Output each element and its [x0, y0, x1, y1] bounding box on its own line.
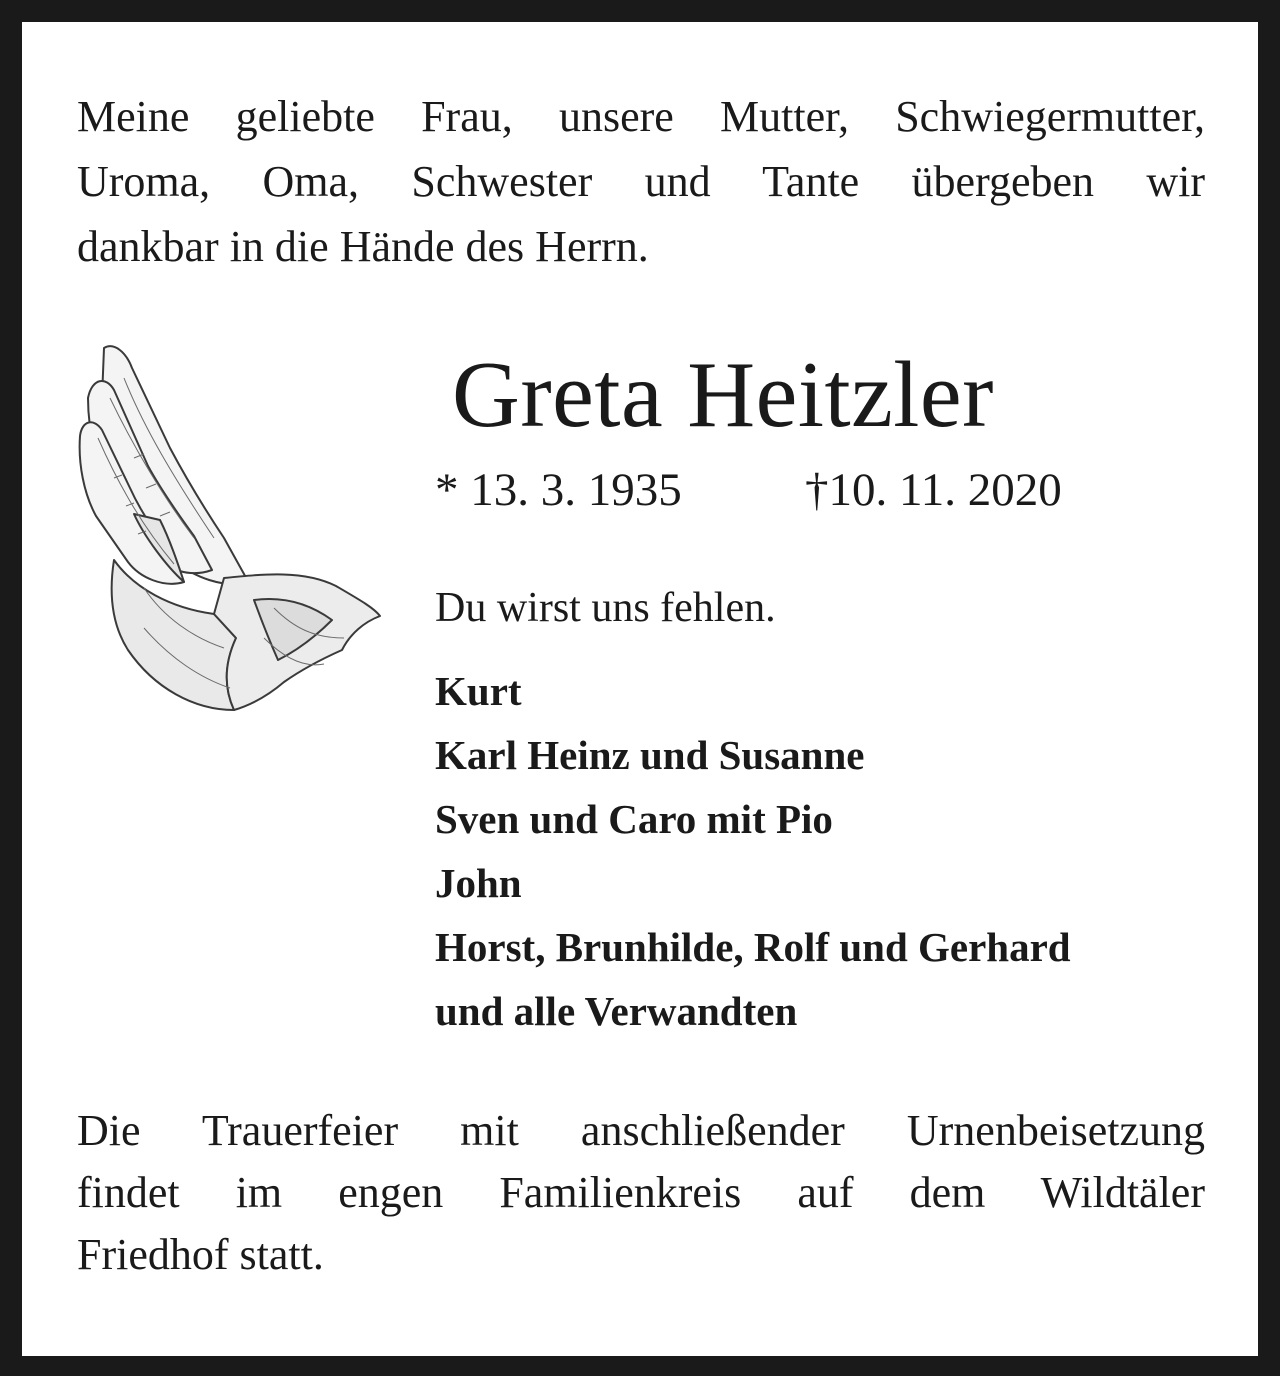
deceased-name: Greta Heitzler — [452, 343, 994, 447]
birth-symbol: * — [435, 464, 459, 516]
cross-icon: † — [805, 464, 829, 516]
mourner-item: und alle Verwandten — [435, 988, 798, 1034]
death-date-group — [805, 460, 1062, 520]
birth-date-group — [435, 460, 682, 520]
farewell-quote: Du wirst uns fehlen. — [435, 585, 776, 631]
mourner-item: John — [435, 860, 522, 906]
birth-date: 13. 3. 1935 — [470, 464, 682, 516]
mourner-item: Kurt — [435, 668, 522, 714]
death-date: 10. 11. 2020 — [828, 464, 1062, 516]
outro-line: findet im engen Familienkreis auf dem Wildtäler — [77, 1168, 1205, 1217]
outro-line: Friedhof statt. — [77, 1230, 324, 1279]
mourner-item: Horst, Brunhilde, Rolf und Gerhard — [435, 924, 1071, 970]
obituary-card — [22, 22, 1258, 1356]
mourner-item: Sven und Caro mit Pio — [435, 796, 833, 842]
mourners-list — [435, 659, 1071, 1043]
intro-text — [77, 84, 1205, 279]
intro-line: Uroma, Oma, Schwester und Tante übergeben wir — [77, 157, 1205, 206]
intro-line: Meine geliebte Frau, unsere Mutter, Schwiegermutter, — [77, 92, 1205, 141]
funeral-info-text — [77, 1100, 1205, 1286]
mourner-item: Karl Heinz und Susanne — [435, 732, 865, 778]
intro-line: dankbar in die Hände des Herrn. — [77, 222, 649, 271]
praying-hands-icon — [74, 338, 384, 723]
outro-line: Die Trauerfeier mit anschließender Urnenbeisetzung — [77, 1106, 1205, 1155]
